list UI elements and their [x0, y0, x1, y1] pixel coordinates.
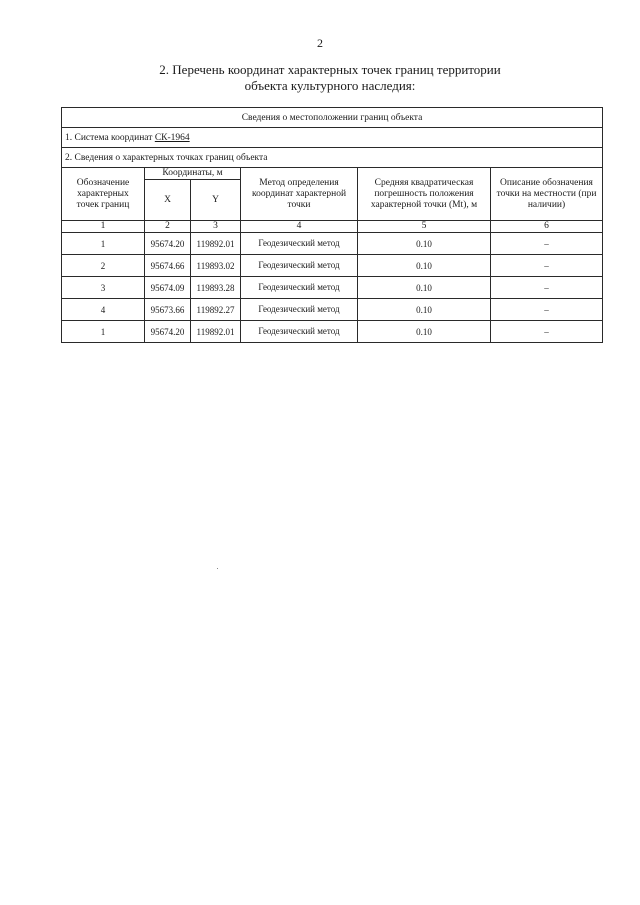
cell-point: 1 [62, 321, 145, 343]
table-row [62, 277, 603, 299]
cell-x: 95674.66 [145, 255, 191, 277]
column-header-description: Описание обозначения точки на местности (при наличии) [491, 168, 603, 221]
cell-error: 0.10 [358, 299, 491, 321]
coordinate-system-value: СК-1964 [154, 132, 190, 143]
cell-point: 2 [62, 255, 145, 277]
cell-error: 0.10 [358, 321, 491, 343]
column-header-coords: Координаты, м [145, 168, 241, 180]
column-number: 5 [358, 221, 491, 233]
cell-x: 95674.20 [145, 321, 191, 343]
table-row [62, 321, 603, 343]
cell-method: Геодезический метод [241, 277, 358, 299]
coordinate-system-label: 1. Система координат [65, 132, 155, 143]
column-number: 6 [491, 221, 603, 233]
column-number: 2 [145, 221, 191, 233]
table-row [62, 255, 603, 277]
title-line-1: 2. Перечень координат характерных точек границ территории [159, 62, 501, 77]
scan-speck [217, 568, 218, 569]
cell-error: 0.10 [358, 277, 491, 299]
column-header-method: Метод определения координат характерной точки [241, 168, 358, 221]
cell-y: 119892.27 [191, 299, 241, 321]
cell-description: – [491, 299, 603, 321]
title-line-2: объекта культурного наследия: [244, 78, 416, 93]
cell-description: – [491, 321, 603, 343]
cell-method: Геодезический метод [241, 321, 358, 343]
cell-method: Геодезический метод [241, 255, 358, 277]
cell-y: 119893.28 [191, 277, 241, 299]
column-number: 4 [241, 221, 358, 233]
cell-method: Геодезический метод [241, 233, 358, 255]
cell-description: – [491, 277, 603, 299]
column-number: 1 [62, 221, 145, 233]
table-row [62, 299, 603, 321]
cell-point: 4 [62, 299, 145, 321]
document-title [80, 62, 580, 94]
section-header: Сведения о местоположении границ объекта [62, 108, 603, 128]
coordinates-table [61, 107, 603, 343]
column-header-point: Обозначение характерных точек границ [62, 168, 145, 221]
cell-y: 119893.02 [191, 255, 241, 277]
cell-error: 0.10 [358, 233, 491, 255]
cell-description: – [491, 255, 603, 277]
cell-description: – [491, 233, 603, 255]
cell-x: 95674.09 [145, 277, 191, 299]
coordinate-system-row [62, 128, 603, 148]
page-number: 2 [317, 36, 323, 50]
cell-error: 0.10 [358, 255, 491, 277]
points-section-header: 2. Сведения о характерных точках границ объекта [62, 148, 603, 168]
cell-point: 3 [62, 277, 145, 299]
cell-point: 1 [62, 233, 145, 255]
cell-y: 119892.01 [191, 233, 241, 255]
column-number: 3 [191, 221, 241, 233]
table-row [62, 233, 603, 255]
column-header-x: X [145, 180, 191, 221]
cell-y: 119892.01 [191, 321, 241, 343]
column-header-error: Средняя квадратическая погрешность положения характерной точки (Mt), м [358, 168, 491, 221]
cell-x: 95673.66 [145, 299, 191, 321]
cell-x: 95674.20 [145, 233, 191, 255]
column-header-y: Y [191, 180, 241, 221]
cell-method: Геодезический метод [241, 299, 358, 321]
